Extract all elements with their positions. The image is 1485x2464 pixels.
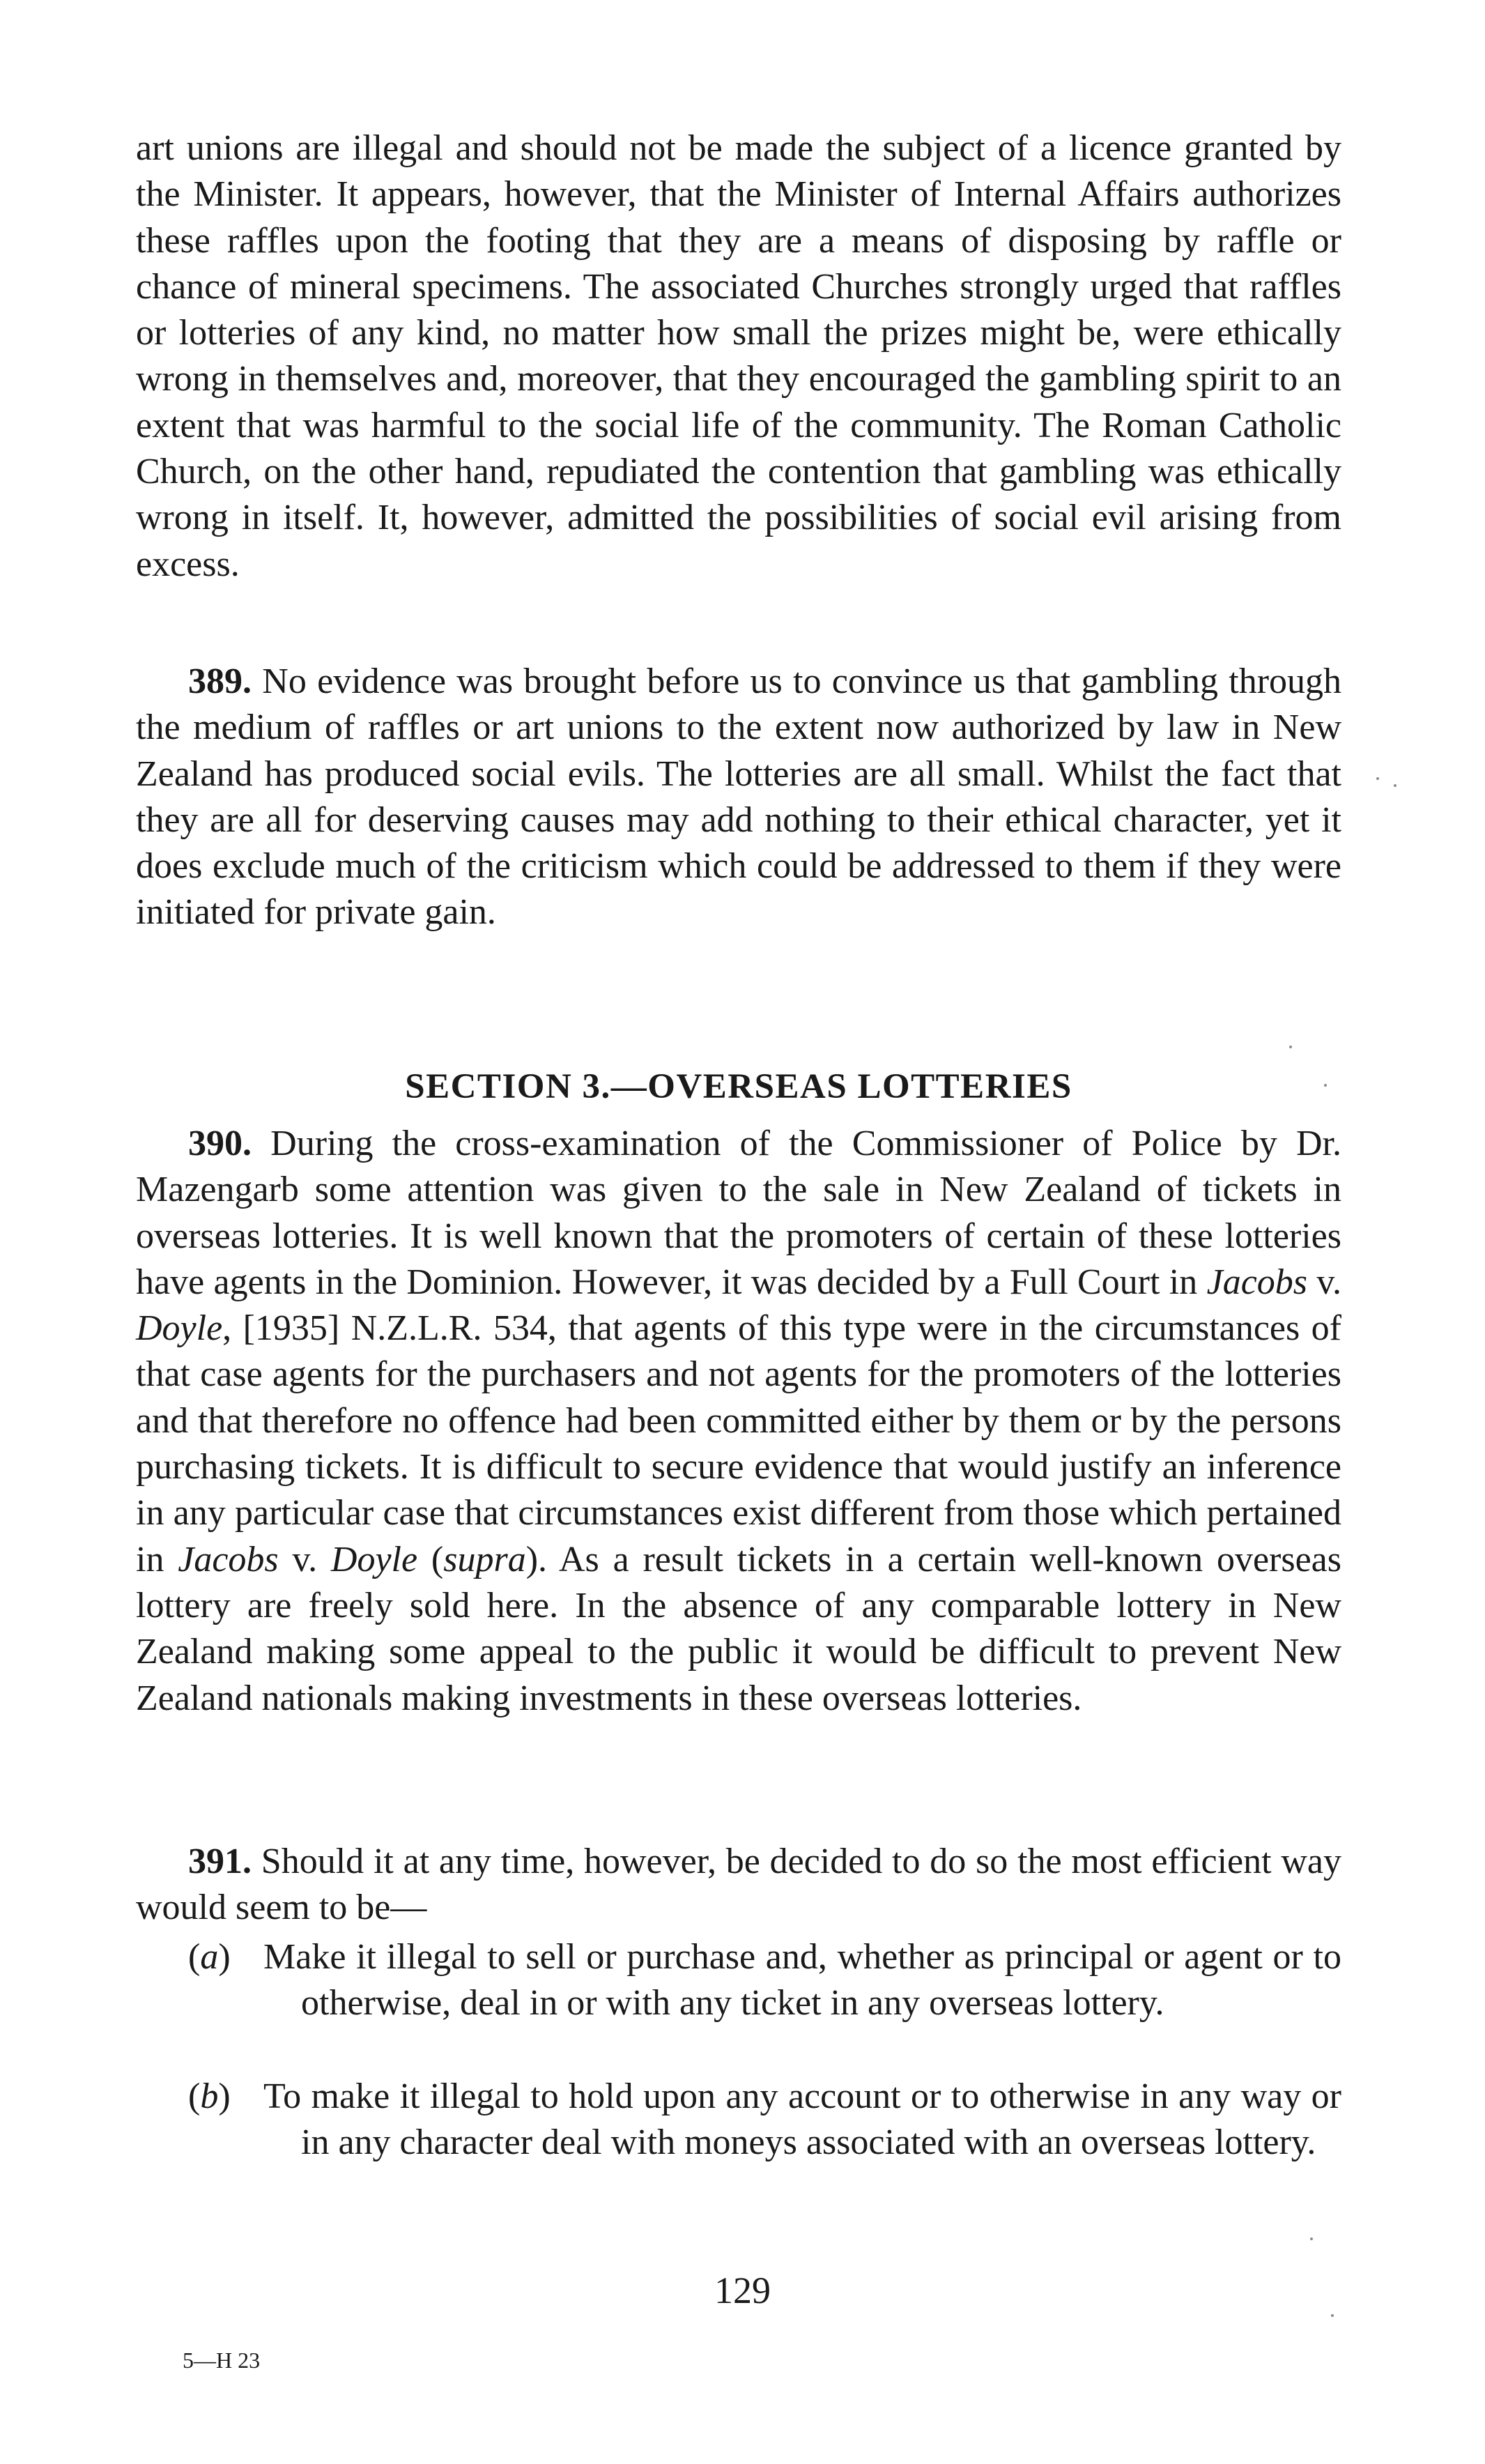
case-versus: v. [1307,1262,1341,1302]
page-number: 129 [714,2270,771,2311]
paper-speck [1324,1084,1327,1087]
case-versus: v. [278,1539,331,1579]
paragraph-391-text: Should it at any time, however, be decided to do so the most efficient way would seem to be— [136,1842,1342,1928]
list-item-text: Make it illegal to sell or purchase and, whether as principal or agent or to otherwise, deal in or with any ticket in any overseas lottery. [263,1937,1341,2023]
list-item-label: (b) [188,2076,231,2116]
list-item-a [188,1934,1341,2026]
supra-citation: supra [443,1539,526,1579]
paragraph-391-number: 391. [188,1842,252,1881]
paragraph-390 [136,1121,1341,1722]
list-item-label-text: a [200,1937,219,1977]
paper-speck [1289,1046,1292,1048]
paragraph-389-number: 389. [188,661,252,701]
paragraph-389 [136,659,1341,936]
case-name: Jacobs [1206,1262,1308,1302]
intro-paragraph-text: art unions are illegal and should not be made the subject of a licence granted by the Minister. It appears, however, that the Minister of Internal Affairs authorizes these raffles upon the footing that they are a means of disposing by raffle or chance of mineral specimens. The associated Churches strongly urged that raffles or lotteries of any kind, no matter how small the prizes might be, were ethically wrong in themselves and, moreover, that they encouraged the gambling spirit to an extent that was harmful to the social life of the community. The Roman Catholic Church, on the other hand, repudiated the contention that gambling was ethically wrong in itself. It, however, admitted the possibilities of social evil arising from excess. [136,128,1341,584]
paragraph-390-text: , [1935] N.Z.L.R. 534, that agents of this type were in the circumstances of that case agents for the purchasers and not agents for the promoters of the lotteries and that therefore no offence had been committed either by them or by the persons purchasing tickets. It is difficult to secure evidence that would justify an inference in any particular case that circumstances exist different from those which pertained in [136,1308,1341,1579]
list-item-label: (a) [188,1937,231,1977]
intro-paragraph [136,125,1341,588]
case-name: Doyle [136,1308,223,1349]
paper-speck [1331,2314,1334,2317]
list-item-b [188,2074,1341,2166]
case-name: Doyle [330,1539,418,1579]
paragraph-391 [136,1839,1341,1931]
paragraph-390-text: ( [417,1539,444,1579]
paragraph-390-text: ). As a result tickets in a certain well-known overseas lottery are freely sold here. In the absence of any comparable lottery in New Zealand making some appeal to the public it would be difficult to prevent New Zealand nationals making investments in these overseas lotteries. [136,1539,1341,1718]
paragraph-390-text: During the cross-examination of the Commissioner of Police by Dr. Mazengarb some attention was given to the sale in New Zealand of tickets in overseas lotteries. It is well known that the promoters of certain of these lotteries have agents in the Dominion. However, it was decided by a Full Court in [136,1124,1341,1302]
list-item-label-text: b [200,2076,219,2116]
footer-signature-mark: 5—H 23 [183,2348,261,2373]
paper-speck [1394,784,1396,787]
case-name: Jacobs [178,1539,279,1579]
paragraph-389-text: No evidence was brought before us to convince us that gambling through the medium of raffles or art unions to the extent now authorized by law in New Zealand has produced social evils. The lotteries are all small. Whilst the fact that they are all for deserving causes may add nothing to their ethical character, yet it does exclude much of the criticism which could be addressed to them if they were initiated for private gain. [136,661,1342,933]
paragraph-390-number: 390. [188,1124,252,1163]
paper-speck [1376,777,1379,780]
paper-speck [1310,2237,1313,2240]
list-item-text: To make it illegal to hold upon any account or to otherwise in any way or in any character deal with moneys associated with an overseas lottery. [263,2076,1341,2162]
section-heading: SECTION 3.—OVERSEAS LOTTERIES [405,1067,1072,1106]
